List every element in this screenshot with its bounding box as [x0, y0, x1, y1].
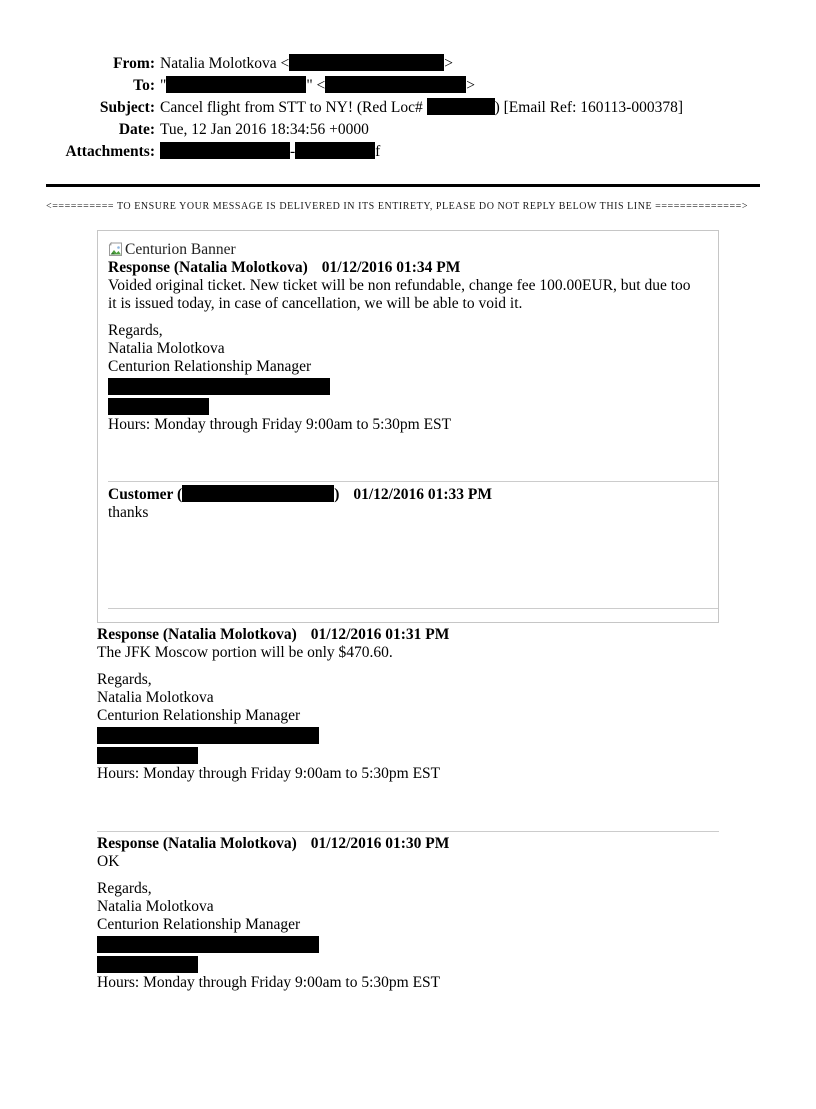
banner-row [108, 241, 718, 258]
attachments-value [160, 141, 380, 163]
banner-alt-text: Centurion Banner [125, 241, 236, 258]
message-separator-line [97, 831, 719, 832]
message-header-customer-0133 [108, 485, 718, 504]
message-author: Response (Natalia Molotkova) [97, 835, 297, 852]
signature-closing: Regards, [97, 880, 152, 897]
header-row-to [46, 75, 816, 97]
date-label: Date: [118, 121, 155, 138]
signature-name: Natalia Molotkova [108, 340, 225, 357]
signature-block [97, 671, 719, 783]
message-body: thanks [108, 504, 149, 521]
message-section-response-0131 [97, 626, 719, 783]
attachments-trailing: f [375, 143, 381, 160]
header-divider-rule [46, 184, 760, 187]
from-suffix: > [444, 55, 454, 72]
redaction-bar-signature-line-1 [97, 936, 319, 953]
signature-title: Centurion Relationship Manager [97, 707, 301, 724]
signature-title: Centurion Relationship Manager [108, 358, 312, 375]
redaction-bar-signature-line-2 [97, 747, 198, 764]
redaction-bar-attachment-1 [160, 142, 290, 159]
message-author-suffix: ) [334, 486, 340, 503]
message-timestamp: 01/12/2016 01:33 PM [353, 486, 492, 503]
subject-prefix: Cancel flight from STT to NY! (Red Loc# [160, 99, 427, 116]
message-author-prefix: Customer ( [108, 486, 183, 503]
attachments-label: Attachments: [65, 143, 155, 160]
subject-value [160, 97, 683, 119]
redaction-bar-to-address [325, 76, 466, 93]
signature-name: Natalia Molotkova [97, 898, 214, 915]
signature-hours: Hours: Monday through Friday 9:00am to 5:30pm EST [108, 416, 452, 433]
subject-suffix: ) [Email Ref: 160113-000378] [494, 99, 684, 116]
email-header [46, 53, 816, 163]
signature-block [97, 880, 719, 992]
to-mid: " < [306, 77, 326, 94]
redaction-bar-signature-line-1 [97, 727, 319, 744]
signature-block [108, 322, 718, 434]
message-header-response-0130 [97, 835, 719, 853]
to-quote-open: " [160, 77, 167, 94]
message-body: OK [97, 853, 120, 870]
message-author: Response (Natalia Molotkova) [108, 259, 308, 276]
quoted-thread-box [97, 230, 719, 623]
message-author: Response (Natalia Molotkova) [97, 626, 297, 643]
to-suffix: > [466, 77, 476, 94]
signature-closing: Regards, [108, 322, 163, 339]
to-label: To: [133, 77, 155, 94]
header-row-subject [46, 97, 816, 119]
redaction-bar-attachment-2 [295, 142, 375, 159]
signature-hours: Hours: Monday through Friday 9:00am to 5:30pm EST [97, 765, 441, 782]
message-timestamp: 01/12/2016 01:34 PM [321, 259, 461, 276]
signature-name: Natalia Molotkova [97, 689, 214, 706]
redaction-bar-to-name [166, 76, 306, 93]
from-label: From: [113, 55, 155, 72]
signature-closing: Regards, [97, 671, 152, 688]
message-section-response-0130 [97, 835, 719, 992]
from-value [160, 53, 453, 75]
do-not-reply-notice: <========== TO ENSURE YOUR MESSAGE IS DELIVERED IN ITS ENTIRETY, PLEASE DO NOT REPLY BELOW THIS LINE ==============> [46, 201, 749, 212]
subject-label: Subject: [99, 99, 155, 116]
to-value [160, 75, 475, 97]
attachments-separator: - [290, 143, 296, 160]
message-timestamp: 01/12/2016 01:30 PM [310, 835, 450, 852]
message-separator-line [108, 608, 718, 609]
date-value: Tue, 12 Jan 2016 18:34:56 +0000 [160, 121, 369, 138]
header-row-attachments [46, 141, 816, 163]
message-header-response-0131 [97, 626, 719, 644]
message-header-response-0134 [108, 259, 718, 277]
header-row-from [46, 53, 816, 75]
message-body: Voided original ticket. New ticket will be non refundable, change fee 100.00EUR, but due too it is issued today, in case of cancellation, we will be able to void it. [108, 277, 691, 312]
redaction-bar-signature-line-2 [108, 398, 209, 415]
message-timestamp: 01/12/2016 01:31 PM [310, 626, 450, 643]
redaction-bar-signature-line-1 [108, 378, 330, 395]
signature-title: Centurion Relationship Manager [97, 916, 301, 933]
broken-image-icon [108, 242, 123, 257]
from-name: Natalia Molotkova < [160, 55, 290, 72]
redaction-bar-record-locator [427, 98, 495, 115]
signature-hours: Hours: Monday through Friday 9:00am to 5:30pm EST [97, 974, 441, 991]
header-row-date [46, 119, 816, 141]
message-body: The JFK Moscow portion will be only $470.60. [97, 644, 393, 661]
redaction-bar-from-address [289, 54, 444, 71]
message-separator-line [108, 481, 718, 482]
redaction-bar-customer-name [182, 485, 334, 502]
redaction-bar-signature-line-2 [97, 956, 198, 973]
